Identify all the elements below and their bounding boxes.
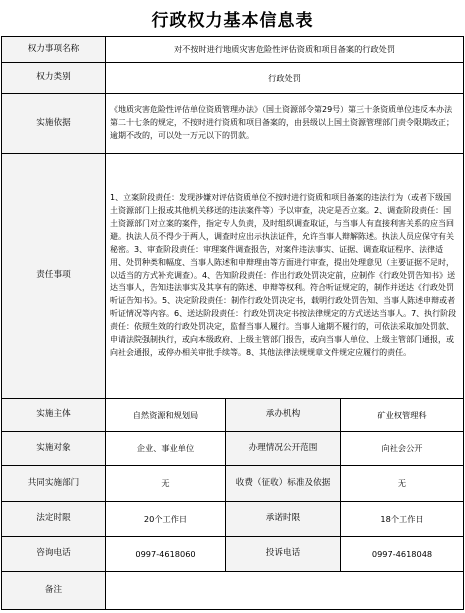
remark-value xyxy=(106,572,464,610)
agency-value: 矿业权管理科 xyxy=(341,399,464,432)
disclosure-label: 办理情况公开范围 xyxy=(226,432,341,466)
row-item-name xyxy=(2,37,464,63)
joint-value: 无 xyxy=(106,466,226,502)
remark-label: 备注 xyxy=(2,572,106,610)
row-phone xyxy=(2,537,464,572)
document-title: 行政权力基本信息表 xyxy=(151,10,314,31)
promised-time-value: 18个工作日 xyxy=(341,502,464,537)
consult-phone-label: 咨询电话 xyxy=(2,537,106,572)
fee-label: 收费（征收）标准及依据 xyxy=(226,466,341,502)
agency-label: 承办机构 xyxy=(226,399,341,432)
row-category xyxy=(2,63,464,94)
duties-value: 1、立案阶段责任：发现涉嫌对评估资质单位不按时进行资质和项目备案的违法行为（或者下级国土资源部门上报或其他机关移送的违法案件等）予以审查，决定是否立案。2、调查阶段责任：国土资源部门对立案的案件，指定专人负责，及时组织调查取证，与当事人有直接利害关系的应当回避。执法人员不得少于两人，调查时应出示执法证件，允许当事人辩解陈述。执法人员应保守有关秘密。3、审查阶段责任：审理案件调查报告，对案件违法事实、证据、调查取证程序、法律适用、处罚种类和幅度、当事人陈述和申辩理由等方面进行审查，提出处理意见（主要证据不足时，以适当的方式补充调查）。4、告知阶段责任：作出行政处罚决定前，应制作《行政处罚告知书》送达当事人，告知违法事实及其享有的陈述、申辩等权利。符合听证规定的，制作并送达《行政处罚听证告知书》。5、决定阶段责任：制作行政处罚决定书，载明行政处罚告知、当事人陈述申辩或者听证情况等内容。6、送达阶段责任：行政处罚决定书按法律规定的方式送达当事人。7、执行阶段责任：依照生效的行政处罚决定，监督当事人履行。当事人逾期不履行的，可依法采取加处罚款、申请法院强制执行，或向本级政府、上级主管部门报告，或向当事人单位、上级主管部门通报，或向社会通报，或停办相关审批手续等。8、其他法律法规规章文件规定应履行的责任。 xyxy=(106,154,464,399)
item-name-label: 权力事项名称 xyxy=(2,37,106,63)
promised-time-label: 承诺时限 xyxy=(226,502,341,537)
row-remark xyxy=(2,572,464,610)
disclosure-value: 向社会公开 xyxy=(341,432,464,466)
subject-label: 实施主体 xyxy=(2,399,106,432)
legal-time-label: 法定时限 xyxy=(2,502,106,537)
target-value: 企业、事业单位 xyxy=(106,432,226,466)
info-table xyxy=(1,36,464,610)
fee-value: 无 xyxy=(341,466,464,502)
basis-value: 《地质灾害危险性评估单位资质管理办法》（国土资源部令第29号）第三十条资质单位违反本办法第二十七条的规定，不按时进行资质和项目备案的，由县级以上国土资源管理部门责令限期改正；逾期不改的，可以处一万元以下的罚款。 xyxy=(106,94,464,154)
subject-value: 自然资源和规划局 xyxy=(106,399,226,432)
consult-phone-value: 0997-4618060 xyxy=(106,537,226,572)
row-joint xyxy=(2,466,464,502)
row-target xyxy=(2,432,464,466)
basis-label: 实施依据 xyxy=(2,94,106,154)
category-label: 权力类别 xyxy=(2,63,106,94)
legal-time-value: 20个工作日 xyxy=(106,502,226,537)
joint-label: 共同实施部门 xyxy=(2,466,106,502)
target-label: 实施对象 xyxy=(2,432,106,466)
row-duties xyxy=(2,154,464,399)
row-subject xyxy=(2,399,464,432)
complaint-phone-label: 投诉电话 xyxy=(226,537,341,572)
row-basis xyxy=(2,94,464,154)
complaint-phone-value: 0997-4618048 xyxy=(341,537,464,572)
category-value: 行政处罚 xyxy=(106,63,464,94)
row-time xyxy=(2,502,464,537)
duties-label: 责任事项 xyxy=(2,154,106,399)
item-name-value: 对不按时进行地质灾害危险性评估资质和项目备案的行政处罚 xyxy=(106,37,464,63)
